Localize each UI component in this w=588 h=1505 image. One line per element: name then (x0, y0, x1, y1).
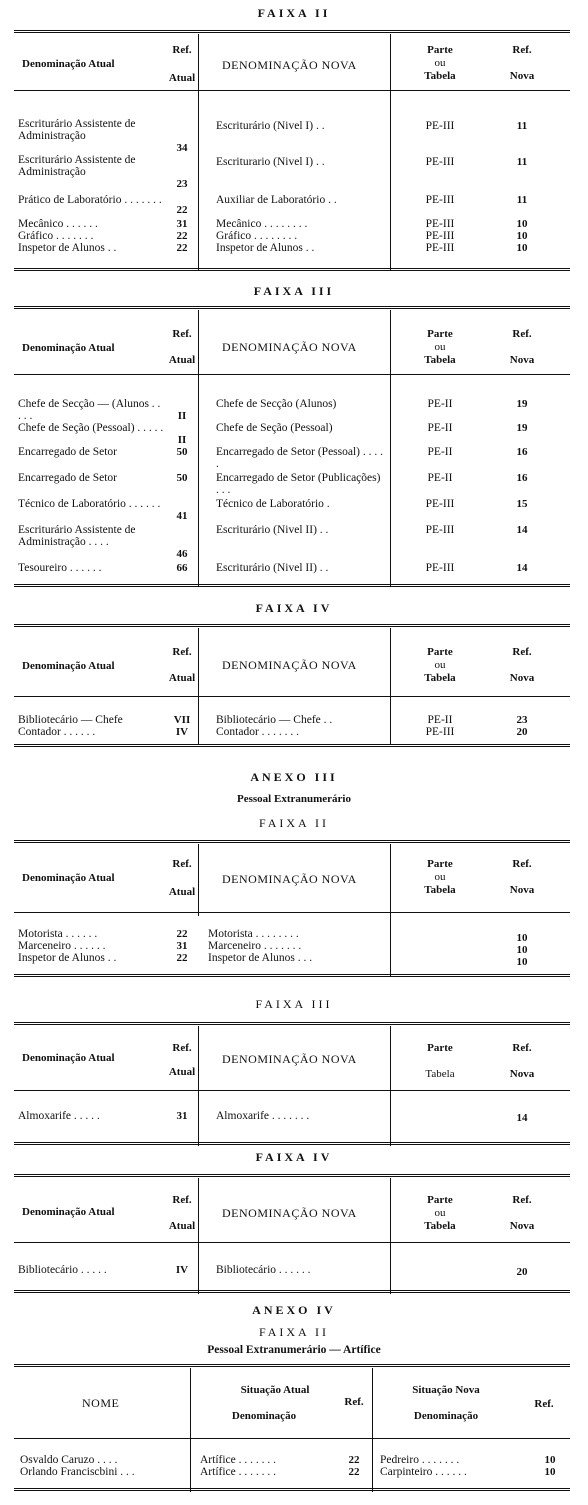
header-nova: Nova (509, 1220, 535, 1232)
cell-ref-atual: II (177, 434, 187, 446)
cell-denominacao-nova: Contador . . . . . . . (216, 726, 300, 738)
cell-tabela: PE-II (427, 446, 453, 458)
cell-ref-atual: 22 (176, 242, 188, 254)
column-divider (390, 1178, 391, 1294)
header-situacao-atual: Situação Atual (240, 1384, 310, 1396)
header-rule (14, 374, 570, 375)
cell-denominacao-atual: Escriturário Assistente de Administração . . . . (18, 524, 136, 548)
header-ref-nova: Ref. (512, 44, 532, 56)
cell-denominacao-atual: Bibliotecário — Chefe (18, 714, 123, 726)
header-ou: ou (434, 341, 446, 353)
header-ref-atual: Ref. (344, 1396, 364, 1408)
cell-denominacao-atual: Técnico de Laboratório . . . . . . (18, 498, 161, 510)
cell-tabela: PE-III (425, 218, 455, 230)
header-denominacao-nova: Denominação (413, 1410, 479, 1422)
cell-tabela: PE-II (427, 422, 453, 434)
cell-ref-atual: VII (173, 714, 191, 726)
anexo-iv-title: ANEXO IV (252, 1303, 336, 1317)
cell-ref-atual: 22 (176, 230, 188, 242)
header-denominacao-atual: Denominação Atual (22, 1052, 115, 1064)
cell-tabela: PE-III (425, 498, 455, 510)
cell-denominacao-atual: Contador . . . . . . (18, 726, 96, 738)
section-title-faixa-ii: FAIXA II (258, 816, 330, 830)
cell-denominacao-nova: Escriturario (Nivel I) . . (216, 156, 325, 168)
cell-ref-atual: 34 (176, 142, 188, 154)
column-divider (390, 34, 391, 270)
cell-ref-atual: 22 (176, 952, 188, 964)
header-denominacao-atual: Denominação Atual (22, 342, 115, 354)
cell-denominacao-atual: Inspetor de Alunos . . (18, 242, 117, 254)
anexo-iv-subtitle: Pessoal Extranumerário — Artífice (207, 1344, 381, 1356)
section-title-faixa-iii: FAIXA III (253, 284, 335, 298)
table-faixa-iv (14, 624, 570, 738)
cell-denominacao-atual: Almoxarife . . . . . (18, 1110, 100, 1122)
cell-ref-nova: 10 (516, 230, 528, 242)
cell-situacao-atual: Artífice . . . . . . . (200, 1466, 277, 1478)
cell-denominacao-atual: Escriturário Assistente de Administração (18, 118, 136, 142)
cell-ref-nova: 10 (516, 956, 528, 968)
header-rule (14, 1090, 570, 1091)
cell-ref-nova: 10 (516, 932, 528, 944)
cell-ref-nova: 20 (516, 726, 528, 738)
cell-situacao-nova: Carpinteiro . . . . . . (380, 1466, 467, 1478)
cell-ref-atual: 22 (348, 1454, 360, 1466)
cell-ref-atual: 22 (176, 928, 188, 940)
cell-denominacao-atual: Encarregado de Setor (18, 446, 117, 458)
header-denominacao-nova: DENOMINAÇÃO NOVA (222, 1206, 357, 1220)
cell-denominacao-atual: Encarregado de Setor (18, 472, 117, 484)
header-ref: Ref. (172, 44, 192, 56)
table-top-rule (14, 1174, 570, 1177)
cell-denominacao-atual: Marceneiro . . . . . . (18, 940, 106, 952)
cell-ref-atual: 22 (176, 204, 188, 216)
cell-ref-nova: 10 (544, 1466, 556, 1478)
header-tabela: Tabela (424, 70, 456, 82)
cell-ref-nova: 10 (516, 242, 528, 254)
cell-ref-nova: 10 (516, 218, 528, 230)
cell-ref-atual: IV (175, 1264, 189, 1276)
cell-ref-nova: 11 (516, 194, 528, 206)
header-atual: Atual (168, 886, 196, 898)
header-nova: Nova (509, 70, 535, 82)
column-divider (198, 844, 199, 916)
cell-denominacao-nova: Escriturário (Nivel II) . . (216, 562, 329, 574)
header-ou: ou (434, 1207, 446, 1219)
header-ou: ou (434, 871, 446, 883)
table-anexo-iii-faixa-iv (14, 1174, 570, 1278)
cell-denominacao-nova: Almoxarife . . . . . . . (216, 1110, 310, 1122)
table-anexo-iii-faixa-iii (14, 1022, 570, 1124)
table-bottom-rule (14, 1290, 570, 1293)
cell-denominacao-nova: Chefe de Secção (Alunos) (216, 398, 337, 410)
header-tabela: Tabela (424, 672, 456, 684)
cell-ref-nova: 14 (516, 1112, 528, 1124)
cell-denominacao-nova: Escriturário (Nivel II) . . (216, 524, 329, 536)
table-bottom-rule (14, 1488, 570, 1491)
cell-ref-nova: 16 (516, 472, 528, 484)
column-divider (390, 310, 391, 586)
cell-denominacao-nova: Inspetor de Alunos . . . (208, 952, 313, 964)
cell-denominacao-nova: Encarregado de Setor (Publicações) . . . (216, 472, 381, 496)
header-rule (14, 90, 570, 91)
cell-ref-nova: 19 (516, 422, 528, 434)
table-top-rule (14, 1364, 570, 1367)
cell-denominacao-nova: Inspetor de Alunos . . (216, 242, 315, 254)
table-bottom-rule (14, 744, 570, 747)
section-title-faixa-iv: FAIXA IV (255, 1150, 333, 1164)
header-denominacao-atual: Denominação Atual (22, 660, 115, 672)
cell-ref-atual: 31 (176, 1110, 188, 1122)
cell-denominacao-nova: Bibliotecário . . . . . . (216, 1264, 311, 1276)
cell-denominacao-atual: Bibliotecário . . . . . (18, 1264, 107, 1276)
header-rule (14, 1438, 570, 1439)
header-denominacao-nova: DENOMINAÇÃO NOVA (222, 1052, 357, 1066)
header-denominacao-atual: Denominação Atual (22, 872, 115, 884)
table-top-rule (14, 30, 570, 33)
column-divider (390, 628, 391, 744)
header-denominacao-atual: Denominação Atual (22, 58, 115, 70)
header-ref: Ref. (172, 858, 192, 870)
cell-ref-nova: 23 (516, 714, 528, 726)
cell-denominacao-atual: Escriturário Assistente de Administração (18, 154, 136, 178)
cell-denominacao-nova: Encarregado de Setor (Pessoal) . . . . . (216, 446, 384, 470)
header-tabela: Tabela (425, 1068, 455, 1080)
table-anexo-iii-faixa-ii (14, 840, 570, 968)
header-ref-nova: Ref. (512, 1042, 532, 1054)
cell-situacao-atual: Artífice . . . . . . . (200, 1454, 277, 1466)
header-denominacao-nova: DENOMINAÇÃO NOVA (222, 58, 357, 72)
cell-denominacao-nova: Chefe de Seção (Pessoal) (216, 422, 333, 434)
cell-ref-nova: 14 (516, 524, 528, 536)
header-atual: Atual (168, 672, 196, 684)
header-ref: Ref. (172, 1194, 192, 1206)
header-nova: Nova (509, 1068, 535, 1080)
cell-denominacao-atual: Mecânico . . . . . . (18, 218, 98, 230)
header-ou: ou (434, 57, 446, 69)
header-parte: Parte (427, 328, 453, 340)
cell-nome: Orlando Franciscbini . . . (20, 1466, 135, 1478)
column-divider (372, 1368, 373, 1492)
cell-denominacao-nova: Bibliotecário — Chefe . . (216, 714, 333, 726)
header-ref-nova: Ref. (512, 1194, 532, 1206)
header-parte: Parte (427, 646, 453, 658)
cell-tabela: PE-II (427, 472, 453, 484)
header-ref-nova: Ref. (512, 646, 532, 658)
cell-denominacao-nova: Técnico de Laboratório . (216, 498, 330, 510)
cell-ref-atual: 46 (176, 548, 188, 560)
column-divider (390, 1026, 391, 1146)
cell-denominacao-atual: Gráfico . . . . . . . (18, 230, 94, 242)
anexo-iii-title: ANEXO III (250, 770, 338, 784)
header-situacao-nova: Situação Nova (412, 1384, 480, 1396)
header-parte: Parte (427, 1042, 453, 1054)
header-denominacao-nova: DENOMINAÇÃO NOVA (222, 340, 357, 354)
header-denominacao-nova: DENOMINAÇÃO NOVA (222, 872, 357, 886)
header-ref-nova: Ref. (534, 1398, 554, 1410)
cell-denominacao-atual: Tesoureiro . . . . . . (18, 562, 102, 574)
cell-ref-atual: 23 (176, 178, 188, 190)
table-bottom-rule (14, 1142, 570, 1145)
section-title-faixa-ii: FAIXA II (257, 6, 331, 20)
cell-tabela: PE-III (425, 194, 455, 206)
header-nova: Nova (509, 354, 535, 366)
anexo-iii-subtitle: Pessoal Extranumerário (237, 793, 351, 805)
cell-denominacao-nova: Mecânico . . . . . . . . (216, 218, 308, 230)
cell-nome: Osvaldo Caruzo . . . . (20, 1454, 118, 1466)
header-rule (14, 696, 570, 697)
cell-denominacao-nova: Escriturário (Nivel I) . . (216, 120, 325, 132)
header-rule (14, 1242, 570, 1243)
cell-ref-atual: IV (175, 726, 189, 738)
cell-tabela: PE-II (427, 714, 453, 726)
section-title-faixa-iii: FAIXA III (255, 997, 333, 1011)
table-faixa-iii (14, 306, 570, 574)
anexo-iv-faixa: FAIXA II (258, 1325, 330, 1339)
cell-ref-nova: 15 (516, 498, 528, 510)
cell-ref-atual: 50 (176, 472, 188, 484)
table-top-rule (14, 624, 570, 627)
cell-ref-atual: 31 (176, 940, 188, 952)
cell-ref-nova: 16 (516, 446, 528, 458)
cell-situacao-nova: Pedreiro . . . . . . . (380, 1454, 460, 1466)
cell-tabela: PE-II (427, 398, 453, 410)
header-ref: Ref. (172, 646, 192, 658)
cell-tabela: PE-III (425, 230, 455, 242)
header-parte: Parte (427, 44, 453, 56)
cell-ref-nova: 11 (516, 156, 528, 168)
table-top-rule (14, 1022, 570, 1025)
header-parte: Parte (427, 858, 453, 870)
header-ou: ou (434, 659, 446, 671)
header-ref-nova: Ref. (512, 858, 532, 870)
table-bottom-rule (14, 974, 570, 977)
header-ref-nova: Ref. (512, 328, 532, 340)
cell-ref-nova: 20 (516, 1266, 528, 1278)
table-faixa-ii (14, 30, 570, 254)
cell-denominacao-atual: Motorista . . . . . . (18, 928, 98, 940)
cell-ref-atual: 50 (176, 446, 188, 458)
header-ref: Ref. (172, 1042, 192, 1054)
cell-ref-nova: 10 (516, 944, 528, 956)
column-divider (190, 1368, 191, 1492)
cell-ref-atual: 22 (348, 1466, 360, 1478)
cell-ref-nova: 19 (516, 398, 528, 410)
cell-ref-nova: 14 (516, 562, 528, 574)
cell-ref-atual: 41 (176, 510, 188, 522)
header-nome: NOME (82, 1396, 120, 1410)
cell-tabela: PE-III (425, 242, 455, 254)
cell-ref-atual: 31 (176, 218, 188, 230)
header-nova: Nova (509, 884, 535, 896)
header-denominacao-atual: Denominação Atual (22, 1206, 115, 1218)
header-tabela: Tabela (424, 884, 456, 896)
header-rule (14, 912, 570, 913)
table-anexo-iv (14, 1364, 570, 1478)
header-atual: Atual (168, 1066, 196, 1078)
cell-denominacao-atual: Prático de Laboratório . . . . . . . (18, 194, 162, 206)
cell-denominacao-atual: Inspetor de Alunos . . (18, 952, 117, 964)
header-denominacao-nova: DENOMINAÇÃO NOVA (222, 658, 357, 672)
column-divider (390, 844, 391, 976)
table-top-rule (14, 306, 570, 309)
header-denominacao: Denominação (231, 1410, 297, 1422)
header-ref: Ref. (172, 328, 192, 340)
header-parte: Parte (427, 1194, 453, 1206)
table-top-rule (14, 840, 570, 843)
header-nova: Nova (509, 672, 535, 684)
cell-denominacao-nova: Motorista . . . . . . . . (208, 928, 299, 940)
table-bottom-rule (14, 584, 570, 587)
cell-denominacao-atual: Chefe de Seção (Pessoal) . . . . . (18, 422, 164, 434)
cell-tabela: PE-III (425, 120, 455, 132)
cell-tabela: PE-III (425, 562, 455, 574)
cell-ref-atual: 66 (176, 562, 188, 574)
table-bottom-rule (14, 268, 570, 271)
header-atual: Atual (168, 72, 196, 84)
cell-ref-nova: 10 (544, 1454, 556, 1466)
cell-tabela: PE-III (425, 524, 455, 536)
cell-tabela: PE-III (425, 726, 455, 738)
cell-denominacao-nova: Gráfico . . . . . . . . (216, 230, 298, 242)
cell-ref-nova: 11 (516, 120, 528, 132)
header-tabela: Tabela (424, 1220, 456, 1232)
cell-denominacao-atual: Chefe de Secção — (Alunos . . . . . (18, 398, 161, 422)
header-tabela: Tabela (424, 354, 456, 366)
cell-tabela: PE-III (425, 156, 455, 168)
cell-denominacao-nova: Auxiliar de Laboratório . . (216, 194, 337, 206)
cell-denominacao-nova: Marceneiro . . . . . . . (208, 940, 302, 952)
header-atual: Atual (168, 1220, 196, 1232)
cell-ref-atual: II (177, 410, 187, 422)
section-title-faixa-iv: FAIXA IV (255, 601, 333, 615)
header-atual: Atual (168, 354, 196, 366)
